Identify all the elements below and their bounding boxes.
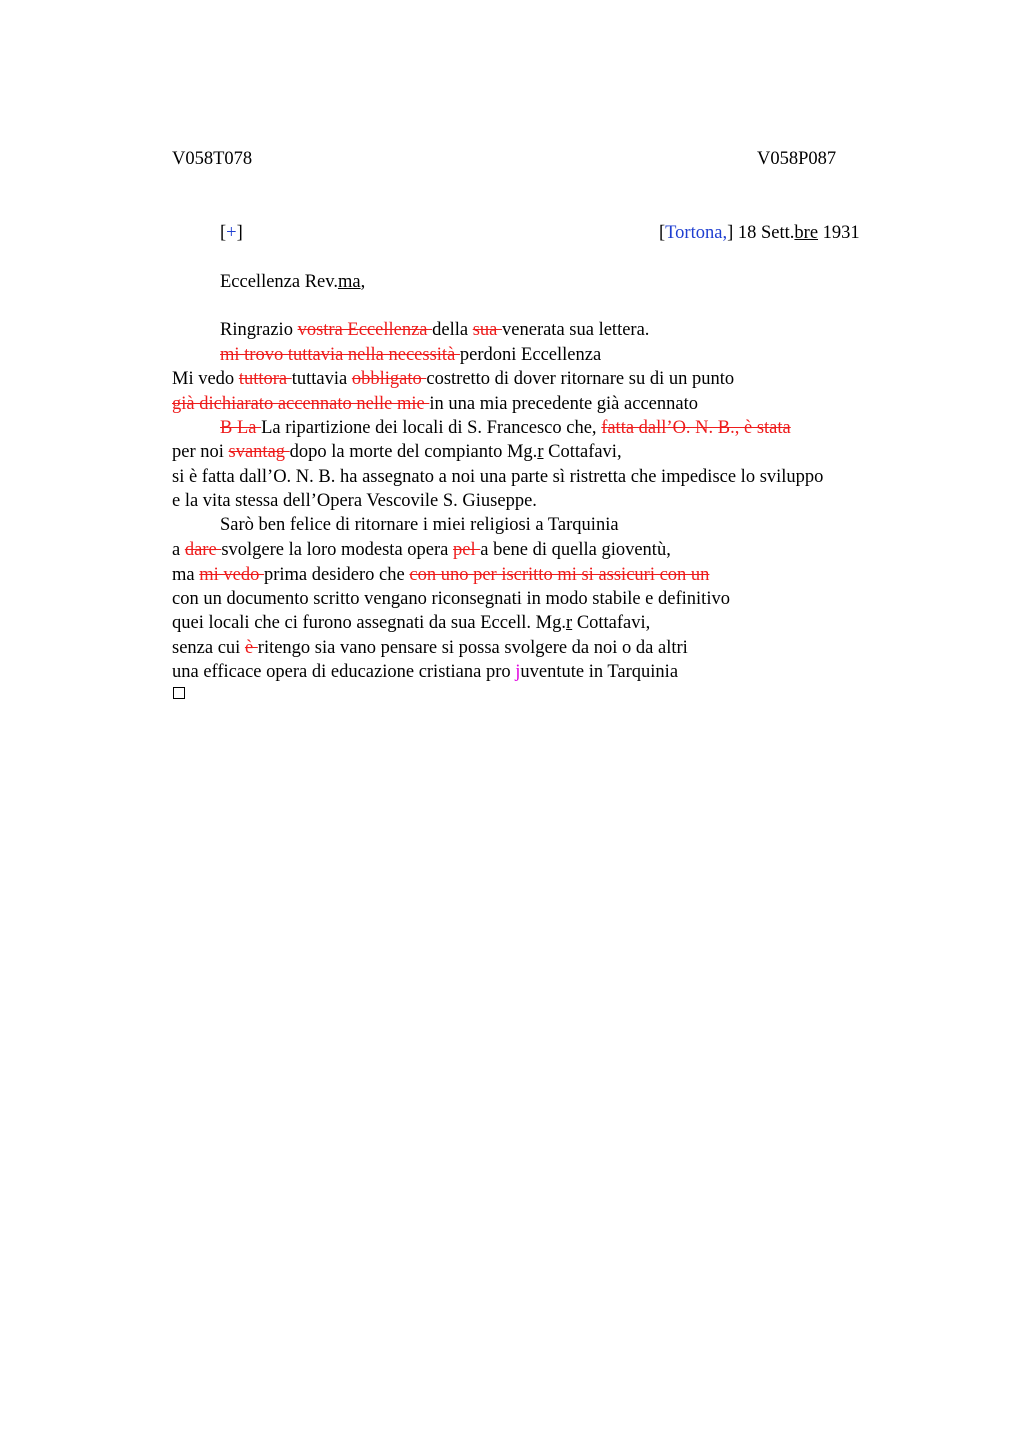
text-run: perdoni Eccellenza — [459, 345, 602, 365]
text-run: ma — [172, 565, 200, 585]
cross-bracket-close: ] — [236, 223, 243, 243]
body-line — [172, 395, 698, 414]
deleted-text: B La — [220, 418, 262, 438]
body-line — [172, 614, 650, 633]
body-line — [172, 443, 622, 462]
text-run: e la vita stessa dell’Opera Vescovile S. Giuseppe. — [172, 491, 537, 511]
cross-bracket-open: [ — [220, 223, 227, 243]
text-run: dopo la morte del compianto Mg. — [289, 442, 538, 462]
place-name: Tortona, — [665, 223, 728, 243]
body-line — [220, 346, 601, 365]
deleted-text: mi trovo tuttavia nella necessità — [220, 345, 460, 365]
salutation-comma: , — [360, 272, 366, 292]
text-run: Cottafavi, — [572, 613, 651, 633]
body-line — [172, 468, 823, 487]
text-run: svolgere la loro modesta opera — [221, 540, 453, 560]
text-run: si è fatta dall’O. N. B. ha assegnato a noi una parte sì ristretta che impedisce lo sviluppo — [172, 467, 824, 487]
cross-mark — [220, 224, 243, 243]
body-line — [172, 639, 688, 658]
text-run: Mi vedo — [172, 369, 239, 389]
text-run: una efficace opera di educazione cristiana pro — [172, 662, 516, 682]
text-run: tuttavia — [291, 369, 352, 389]
text-run: della — [432, 320, 473, 340]
text-run: quei locali che ci furono assegnati da sua Eccell. Mg. — [172, 613, 567, 633]
body-line — [172, 663, 678, 682]
text-run: costretto di dover ritornare su di un punto — [426, 369, 735, 389]
document-code-right: V058P087 — [757, 149, 837, 169]
text-run: Ringrazio — [220, 320, 298, 340]
date-year: 1931 — [818, 223, 860, 243]
text-run: Sarò ben felice di ritornare i miei religiosi a Tarquinia — [220, 515, 619, 535]
place-date — [659, 224, 860, 243]
date-month-suffix: bre — [794, 223, 819, 243]
deleted-text: già dichiarato accennato nelle mie — [172, 394, 430, 414]
text-run: prima desidero che — [263, 565, 410, 585]
body-line — [172, 492, 537, 511]
text-run: a — [172, 540, 185, 560]
abbreviation-suffix: r — [537, 442, 544, 462]
deleted-text: tuttora — [238, 369, 292, 389]
end-mark-square-icon — [173, 687, 185, 699]
text-run: La ripartizione dei locali di S. Francesco che, — [261, 418, 602, 438]
corrected-letter: j — [515, 662, 521, 682]
deleted-text: dare — [184, 540, 222, 560]
body-line — [172, 541, 671, 560]
body-line — [172, 370, 734, 389]
text-run: senza cui — [172, 638, 245, 658]
deleted-text: è — [244, 638, 258, 658]
deleted-text: con uno per iscritto mi si assicuri con un — [409, 565, 710, 585]
text-run: venerata sua lettera. — [502, 320, 650, 340]
body-line — [172, 566, 709, 585]
body-line — [172, 590, 730, 609]
salutation-text: Eccellenza Rev. — [220, 272, 338, 292]
text-run: per noi — [172, 442, 229, 462]
deleted-text: fatta dall’O. N. B., è stata — [601, 418, 791, 438]
place-bracket-open: [ — [659, 223, 666, 243]
body-line — [220, 516, 619, 535]
deleted-text: pel — [453, 540, 481, 560]
text-run: ritengo sia vano pensare si possa svolgere da noi o da altri — [257, 638, 688, 658]
text-run: in una mia precedente già accennato — [429, 394, 698, 414]
text-run: Cottafavi, — [543, 442, 622, 462]
abbreviation-suffix: r — [566, 613, 573, 633]
deleted-text: mi vedo — [199, 565, 264, 585]
salutation-suffix: ma — [337, 272, 361, 292]
deleted-text: vostra Eccellenza — [297, 320, 433, 340]
body-line — [220, 419, 791, 438]
deleted-text: svantag — [228, 442, 290, 462]
text-run: con un documento scritto vengano riconsegnati in modo stabile e definitivo — [172, 589, 730, 609]
body-line — [220, 321, 649, 340]
document-code-left: V058T078 — [172, 149, 253, 169]
place-bracket-close: ] — [727, 223, 734, 243]
deleted-text: obbligato — [351, 369, 427, 389]
deleted-text: sua — [472, 320, 503, 340]
text-run: a bene di quella gioventù, — [480, 540, 671, 560]
text-run: uventute in Tarquinia — [520, 662, 679, 682]
salutation — [220, 273, 365, 292]
date-day-month: 18 Sett. — [733, 223, 795, 243]
cross-icon: + — [226, 223, 237, 243]
